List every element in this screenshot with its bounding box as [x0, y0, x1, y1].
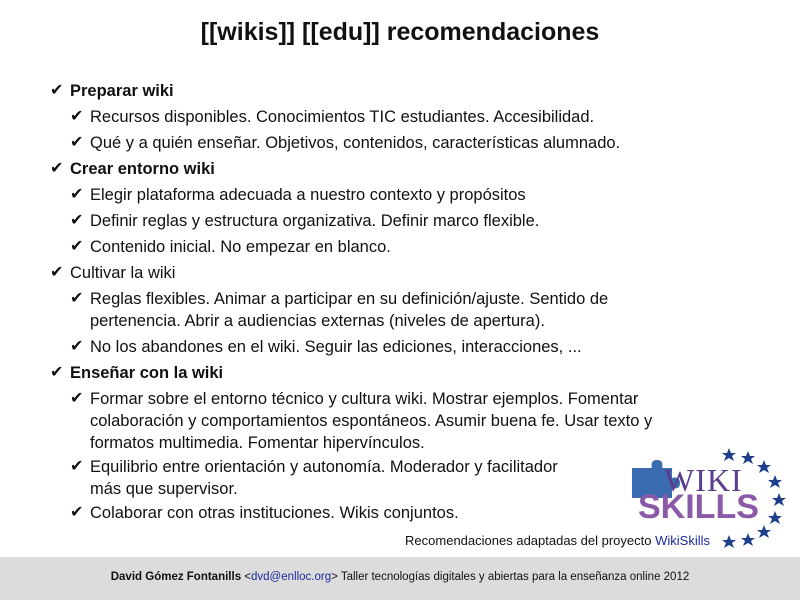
bullet-ensenar-wiki: [50, 362, 223, 384]
checkmark-icon: ✔: [70, 108, 84, 125]
bullet-label: Cultivar la wiki: [70, 264, 176, 282]
checkmark-icon: ✔: [70, 458, 84, 475]
bullet-preparar-wiki: [50, 80, 174, 102]
bullet-label: Definir reglas y estructura organizativa. Definir marco flexible.: [90, 212, 540, 230]
sub-bullet: [70, 502, 710, 524]
checkmark-icon: ✔: [50, 160, 64, 177]
bullet-label: Equilibrio entre orientación y autonomía. Moderador y facilitador más que supervisor.: [90, 458, 558, 498]
sub-bullet: [70, 210, 710, 232]
credit-line: [405, 533, 710, 548]
checkmark-icon: ✔: [70, 238, 84, 255]
checkmark-icon: ✔: [70, 290, 84, 307]
bullet-label: Formar sobre el entorno técnico y cultura wiki. Mostrar ejemplos. Fomentar colaboración y comportamientos espontáneos. Asumir buena fe. Usar texto y formatos multimedia. Fomentar hipervínculos.: [90, 390, 653, 452]
bullet-label: Recursos disponibles. Conocimientos TIC estudiantes. Accesibilidad.: [90, 108, 595, 126]
checkmark-icon: ✔: [50, 364, 64, 381]
footer-bar: [0, 557, 800, 600]
bullet-label: Qué y a quién enseñar. Objetivos, contenidos, características alumnado.: [90, 134, 621, 152]
sub-bullet: [70, 132, 710, 154]
checkmark-icon: ✔: [70, 338, 84, 355]
footer-email-close: >: [331, 571, 338, 583]
bullet-label: Colaborar con otras instituciones. Wikis conjuntos.: [90, 504, 459, 522]
slide-title: [[wikis]] [[edu]] recomendaciones: [200, 18, 600, 46]
footer-text: [0, 571, 800, 583]
bullet-label: Reglas flexibles. Animar a participar en su definición/ajuste. Sentido de pertenencia. Abrir a audiencias externas (niveles de apertura).: [90, 290, 609, 330]
checkmark-icon: ✔: [50, 264, 64, 281]
bullet-label: Enseñar con la wiki: [70, 364, 224, 382]
sub-bullet: [70, 456, 590, 500]
footer-author: David Gómez Fontanills: [110, 571, 242, 583]
sub-bullet: [70, 288, 690, 332]
footer-email-link[interactable]: dvd@enlloc.org: [251, 571, 332, 583]
checkmark-icon: ✔: [70, 212, 84, 229]
sub-bullet: [70, 106, 710, 128]
logo-wiki-text: WIKI: [664, 462, 743, 498]
footer-email-open: <: [241, 571, 252, 583]
bullet-label: Elegir plataforma adecuada a nuestro contexto y propósitos: [90, 186, 526, 204]
checkmark-icon: ✔: [70, 390, 84, 407]
sub-bullet: [70, 236, 710, 258]
checkmark-icon: ✔: [70, 504, 84, 521]
bullet-label: Preparar wiki: [70, 82, 174, 100]
checkmark-icon: ✔: [50, 82, 64, 99]
bullet-label: No los abandones en el wiki. Seguir las ediciones, interacciones, ...: [90, 338, 582, 356]
sub-bullet: [70, 388, 700, 454]
bullet-crear-entorno: [50, 158, 215, 180]
bullet-cultivar-wiki: [50, 262, 175, 284]
checkmark-icon: ✔: [70, 134, 84, 151]
sub-bullet: [70, 184, 710, 206]
bullet-label: Crear entorno wiki: [70, 160, 215, 178]
footer-event: Taller tecnologías digitales y abiertas para la enseñanza online 2012: [337, 571, 690, 583]
logo-skills-text: SKILLS: [638, 488, 759, 526]
checkmark-icon: ✔: [70, 186, 84, 203]
wikiskills-link[interactable]: WikiSkills: [655, 533, 710, 548]
credit-text: Recomendaciones adaptadas del proyecto: [405, 533, 656, 548]
bullet-label: Contenido inicial. No empezar en blanco.: [90, 238, 391, 256]
sub-bullet: [70, 336, 710, 358]
